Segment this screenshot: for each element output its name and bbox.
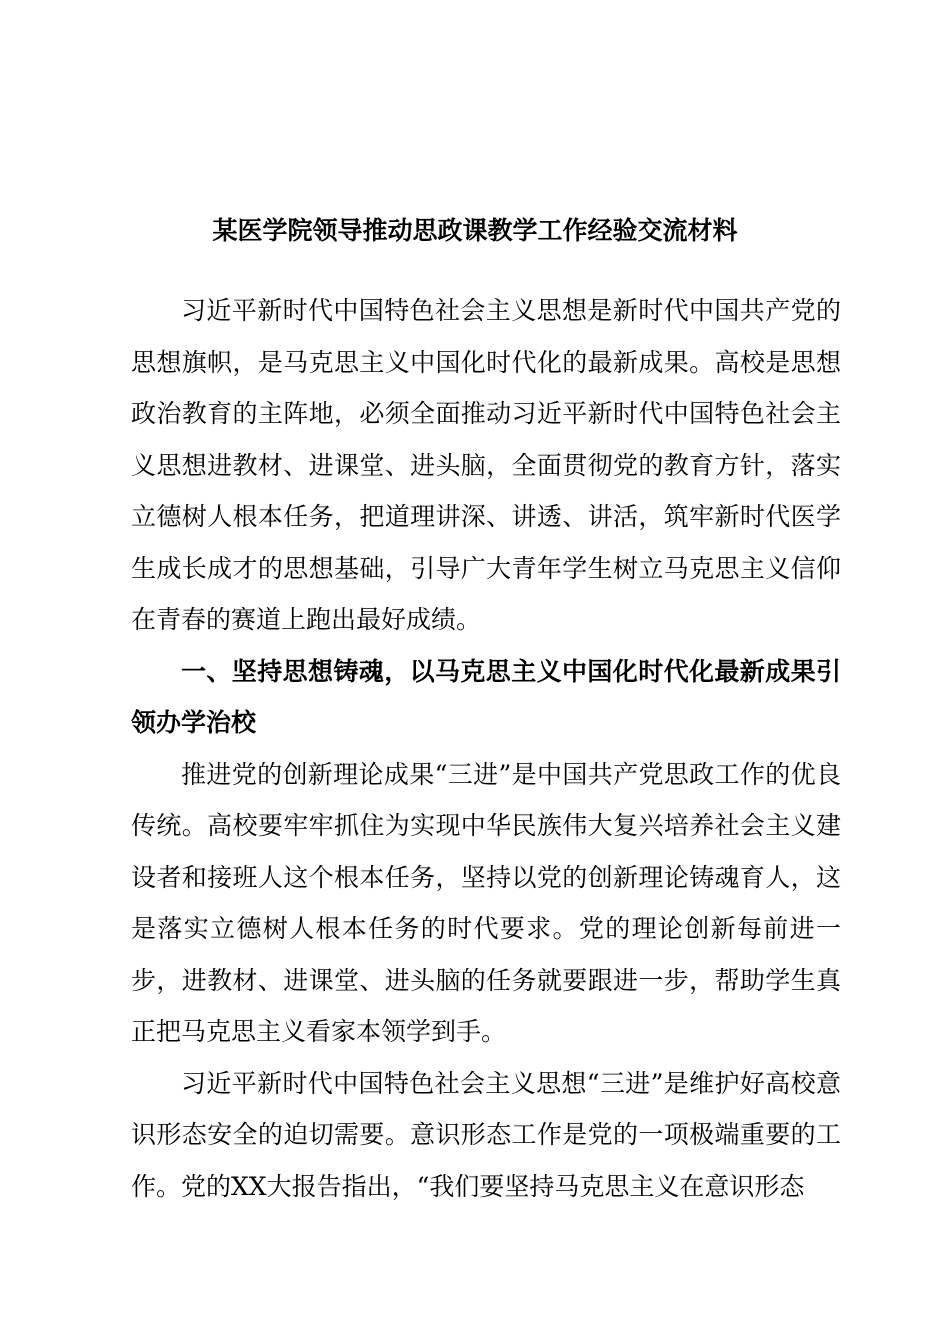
document-title: 某医学院领导推动思政课教学工作经验交流材料 <box>212 216 738 245</box>
document-body <box>131 285 841 1212</box>
paragraph-section-1-b: 习近平新时代中国特色社会主义思想“三进”是维护好高校意识形态安全的迫切需要。意识形态工作是党的一项极端重要的工作。党的XX大报告指出，“我们要坚持马克思主义在意识形态 <box>131 1068 841 1201</box>
paragraph-section-1-a: 推进党的创新理论成果“三进”是中国共产党思政工作的优良传统。高校要牢牢抓住为实现中华民族伟大复兴培养社会主义建设者和接班人这个根本任务，坚持以党的创新理论铸魂育人，这是落实立德树人根本任务的时代要求。党的理论创新每前进一步，进教材、进课堂、进头脑的任务就要跟进一步，帮助学生真正把马克思主义看家本领学到手。 <box>131 759 841 1046</box>
section-heading-1 <box>131 646 841 749</box>
section-heading-1-text: 一、坚持思想铸魂，以马克思主义中国化时代化最新成果引领办学治校 <box>131 656 841 737</box>
paragraph-intro: 习近平新时代中国特色社会主义思想是新时代中国共产党的思想旗帜，是马克思主义中国化时代化的最新成果。高校是思想政治教育的主阵地，必须全面推动习近平新时代中国特色社会主义思想进教材、进课堂、进头脑，全面贯彻党的教育方针，落实立德树人根本任务，把道理讲深、讲透、讲活，筑牢新时代医学生成长成才的思想基础，引导广大青年学生树立马克思主义信仰在青春的赛道上跑出最好成绩。 <box>131 296 841 634</box>
